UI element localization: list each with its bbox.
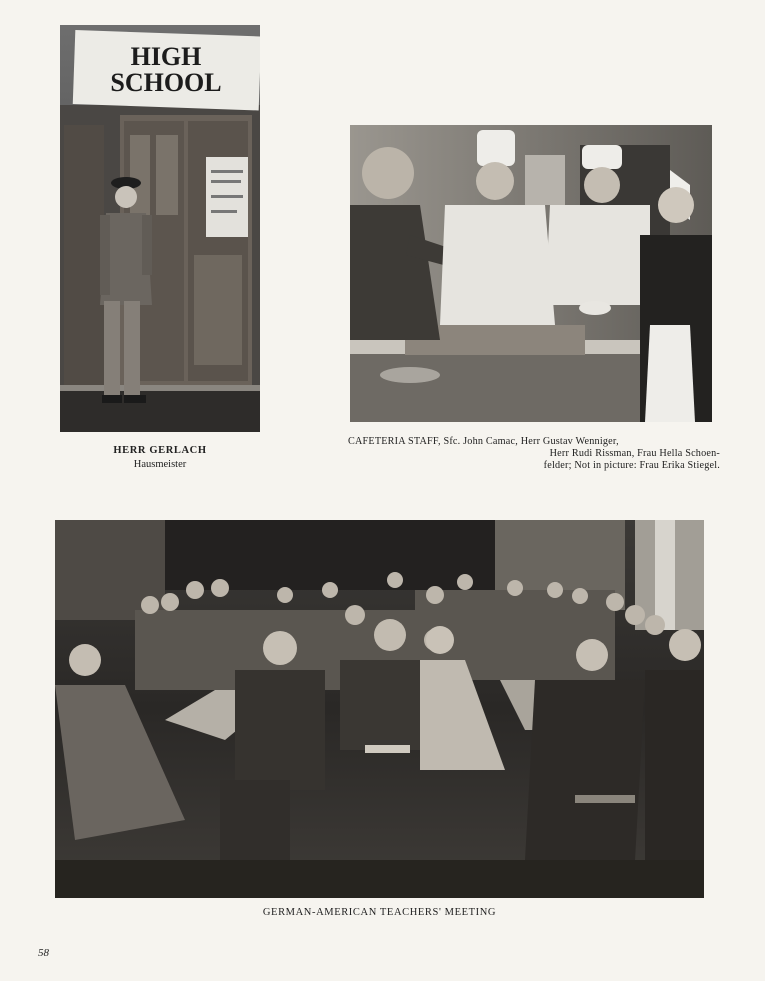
sign-text-line1: HIGH (130, 42, 202, 71)
photo-teachers-meeting (55, 520, 704, 898)
caption-teachers-meeting: GERMAN-AMERICAN TEACHERS' MEETING (262, 907, 497, 918)
caption-cafeteria-line-2: Herr Rudi Rissman, Frau Hella Schoen- (549, 448, 720, 459)
photo-cafeteria-staff (350, 125, 712, 422)
caption-cafeteria-staff (348, 436, 724, 472)
sign-text-line2: SCHOOL (110, 68, 222, 97)
photo-herr-gerlach (60, 25, 260, 432)
caption-herr-gerlach-name: HERR GERLACH (113, 445, 207, 456)
caption-herr-gerlach-role: Hausmeister (133, 459, 187, 470)
caption-cafeteria-line-3: felder; Not in picture: Frau Erika Stiegel. (543, 460, 720, 471)
page-number: 58 (38, 947, 49, 959)
caption-cafeteria-line-1: CAFETERIA STAFF, Sfc. John Camac, Herr Gustav Wenniger, (348, 436, 619, 447)
